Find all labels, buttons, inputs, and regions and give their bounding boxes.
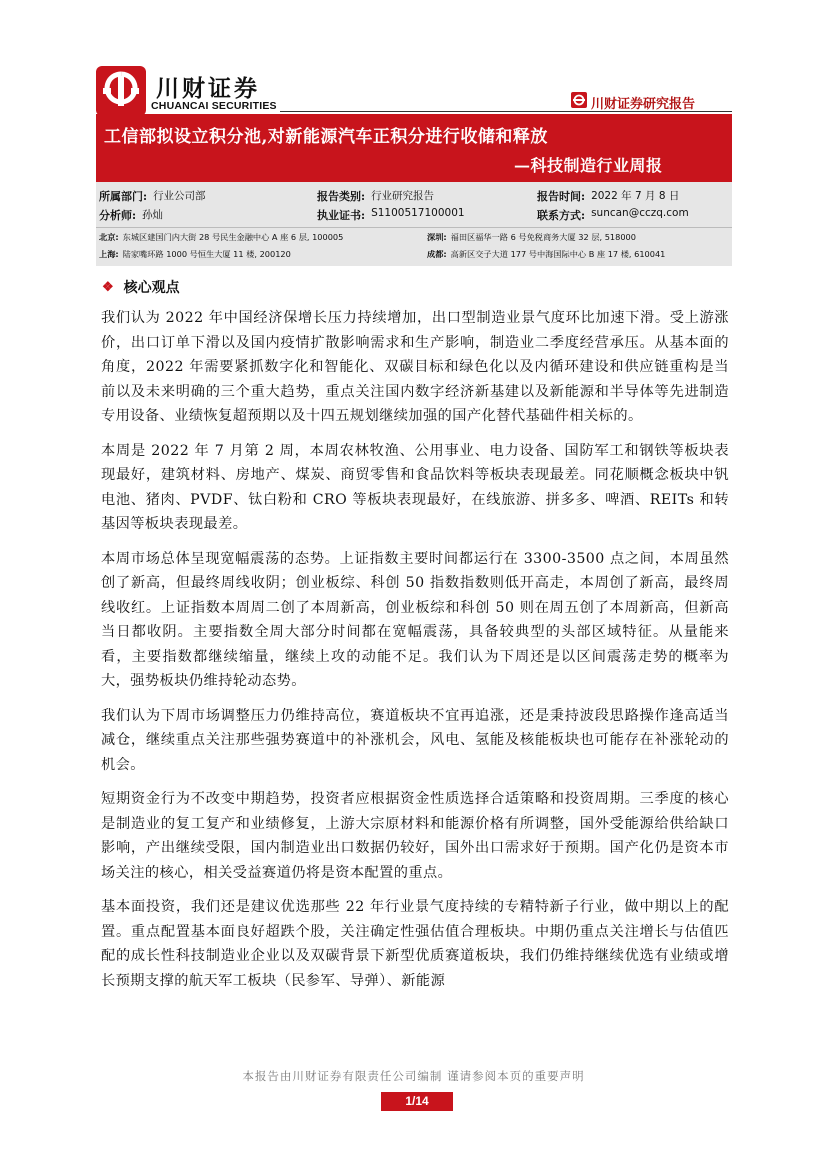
info-label: 所属部门: xyxy=(99,190,148,203)
info-value: 2022 年 7 月 8 日 xyxy=(591,190,680,202)
address-beijing xyxy=(99,232,343,243)
info-label: 联系方式: xyxy=(537,209,586,222)
address-label: 成都: xyxy=(427,249,447,259)
info-value: 孙灿 xyxy=(142,209,164,221)
address-chengdu xyxy=(427,249,665,260)
report-series xyxy=(571,92,695,112)
section-heading-text: 核心观点 xyxy=(123,280,180,296)
info-report-type xyxy=(317,188,434,204)
info-divider xyxy=(96,227,732,228)
address-text: 高新区交子大道 177 号中海国际中心 B 座 17 楼, 610041 xyxy=(450,249,666,259)
address-shenzhen xyxy=(427,232,636,243)
brand-name-en: CHUANCAI SECURITIES xyxy=(151,100,277,112)
info-analyst xyxy=(99,207,163,223)
company-logo-icon xyxy=(96,66,146,116)
body-paragraph: 本周市场总体呈现宽幅震荡的态势。上证指数主要时间都运行在 3300-3500 点之间，本周虽然创了新高，但最终周线收阴；创业板综、科创 50 指数指数则低开高走，本周创了新高，最终周线收红。上证指数本周周二创了本周新高，创业板综和科创 50 则在周五创了本周新高，但新高当日都收阴。主要指数全周大部分时间都在宽幅震荡，具备较典型的头部区域特征。从量能来看，主要指数都继续缩量，继续上攻的动能不足。我们认为下周还是以区间震荡走势的概率为大，强势板块仍维持轮动态势。 xyxy=(101,550,729,689)
info-certificate xyxy=(317,207,465,223)
address-text: 福田区福华一路 6 号免税商务大厦 32 层, 518000 xyxy=(450,232,636,242)
info-department xyxy=(99,188,206,204)
report-series-label: 川财证券研究报告 xyxy=(591,96,696,112)
body-paragraph: 我们认为 2022 年中国经济保增长压力持续增加，出口型制造业景气度环比加速下滑。受上游涨价，出口订单下滑以及国内疫情扩散影响需求和生产影响，制造业二季度经营承压。从基本面的角度，2022 年需要紧抓数字化和智能化、双碳目标和绿色化以及内循环建设和供应链重构是当前以及未来明确的三个重大趋势，重点关注国内数字经济新基建以及新能源和半导体等先进制造专用设备、业绩恢复超预期以及十四五规划继续加强的国产化替代基础件相关标的。 xyxy=(101,310,729,424)
diamond-bullet-icon: ❖ xyxy=(102,279,114,295)
info-contact xyxy=(537,207,689,223)
info-value: 行业公司部 xyxy=(153,190,206,202)
info-report-time xyxy=(537,188,679,204)
section-heading xyxy=(102,277,180,297)
info-label: 报告时间: xyxy=(537,190,586,203)
address-shanghai xyxy=(99,249,291,260)
address-text: 陆家嘴环路 1000 号恒生大厦 11 楼, 200120 xyxy=(122,249,291,259)
address-label: 深圳: xyxy=(427,232,447,242)
footer-disclaimer: 本报告由川财证券有限责任公司编制 谨请参阅本页的重要声明 xyxy=(242,1069,585,1083)
address-text: 东城区建国门内大街 28 号民生金融中心 A 座 6 层, 100005 xyxy=(122,232,344,242)
info-value: suncan@cczq.com xyxy=(591,207,689,219)
page-number: 1/14 xyxy=(381,1092,453,1111)
info-label: 执业证书: xyxy=(317,209,366,222)
body-paragraph: 短期资金行为不改变中期趋势，投资者应根据资金性质选择合适策略和投资周期。三季度的核心是制造业的复工复产和业绩修复，上游大宗原材料和能源价格有所调整，国外受能源给供给缺口影响，产出继续受限，国内制造业出口数据仍较好，国外出口需求好于预期。国产化仍是资本市场关注的核心，相关受益赛道仍将是资本配置的重点。 xyxy=(101,791,729,881)
report-title: 工信部拟设立积分池,对新能源汽车正积分进行收储和释放 xyxy=(104,127,548,147)
report-subtitle: —科技制造行业周报 xyxy=(514,156,663,175)
address-label: 上海: xyxy=(99,249,119,259)
body-paragraph: 本周是 2022 年 7 月第 2 周，本周农林牧渔、公用事业、电力设备、国防军工和钢铁等板块表现最好，建筑材料、房地产、煤炭、商贸零售和食品饮料等板块表现最差。同花顺概念板块中钒电池、猪肉、PVDF、钛白粉和 CRO 等板块表现最好，在线旅游、拼多多、啤酒、REITs 和转基因等板块表现最差。 xyxy=(101,442,729,532)
address-label: 北京: xyxy=(99,232,119,242)
report-body xyxy=(101,306,729,1003)
info-label: 分析师: xyxy=(99,209,137,222)
info-value: 行业研究报告 xyxy=(371,190,435,202)
body-paragraph: 我们认为下周市场调整压力仍维持高位，赛道板块不宜再追涨，还是秉持波段思路操作逢高适当减仓，继续重点关注那些强势赛道中的补涨机会，风电、氢能及核能板块也可能存在补涨轮动的机会。 xyxy=(101,707,729,773)
info-value: S1100517100001 xyxy=(371,207,465,219)
body-paragraph: 基本面投资，我们还是建议优选那些 22 年行业景气度持续的专精特新子行业，做中期以上的配置。重点配置基本面良好超跌个股，关注确定性强估值合理板块。中期仍重点关注增长与估值匹配的成长性科技制造业企业以及双碳背景下新型优质赛道板块，我们仍维持继续优选有业绩或增长预期支撑的航天军工板块（民参军、导弹）、新能源 xyxy=(101,899,729,989)
brand-name-cn: 川财证券 xyxy=(156,76,260,102)
info-label: 报告类别: xyxy=(317,190,366,203)
series-logo-icon xyxy=(571,92,587,112)
